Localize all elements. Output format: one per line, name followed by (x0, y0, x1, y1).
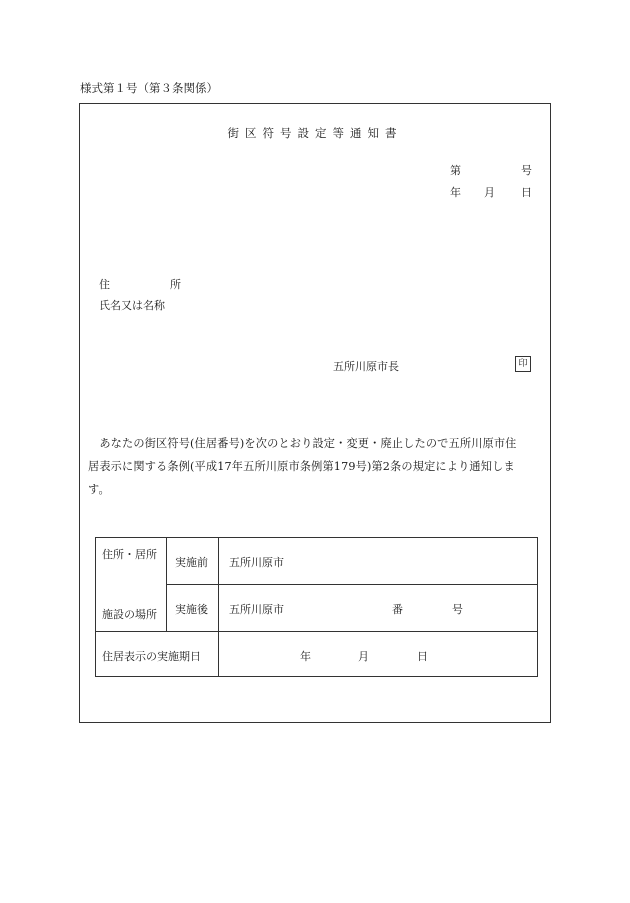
before-value: 五所川原市 (229, 556, 284, 569)
table-divider (166, 584, 538, 585)
issue-date-month: 月 (484, 186, 495, 199)
document-title: 街区符号設定等通知書 (227, 126, 403, 140)
document-number-prefix: 第 (450, 164, 461, 177)
effective-month: 月 (358, 650, 369, 663)
effective-day: 日 (417, 650, 428, 663)
body-line-1: あなたの街区符号(住居番号)を次のとおり設定・変更・廃止したので五所川原市住 (88, 437, 517, 450)
body-line-2: 居表示に関する条例(平成17年五所川原市条例第179号)第2条の規定により通知しま (88, 460, 515, 473)
issue-date-day: 日 (521, 186, 532, 199)
effective-year: 年 (300, 650, 311, 663)
after-ban: 番 (392, 603, 403, 616)
notice-body (88, 432, 541, 501)
place-label-top: 住所・居所 (102, 548, 157, 561)
seal-mark: 印 (515, 356, 531, 372)
place-label-bottom: 施設の場所 (102, 608, 157, 621)
recipient-name-label: 氏名又は名称 (99, 299, 165, 312)
table-divider (96, 631, 538, 632)
body-line-3: す。 (88, 483, 110, 496)
before-label: 実施前 (175, 556, 208, 569)
issue-date-year: 年 (450, 186, 461, 199)
document-number-suffix: 号 (521, 164, 532, 177)
address-change-table (95, 537, 538, 677)
after-value: 五所川原市 (229, 603, 284, 616)
mayor-title: 五所川原市長 (333, 360, 399, 373)
after-go: 号 (452, 603, 463, 616)
address-char-2: 所 (170, 278, 181, 291)
after-label: 実施後 (175, 603, 208, 616)
recipient-address-label (99, 276, 181, 292)
address-char-1: 住 (99, 278, 110, 291)
effective-date-label: 住居表示の実施期日 (102, 650, 201, 663)
form-number-label: 様式第１号（第３条関係） (80, 81, 218, 95)
table-divider (218, 538, 219, 677)
